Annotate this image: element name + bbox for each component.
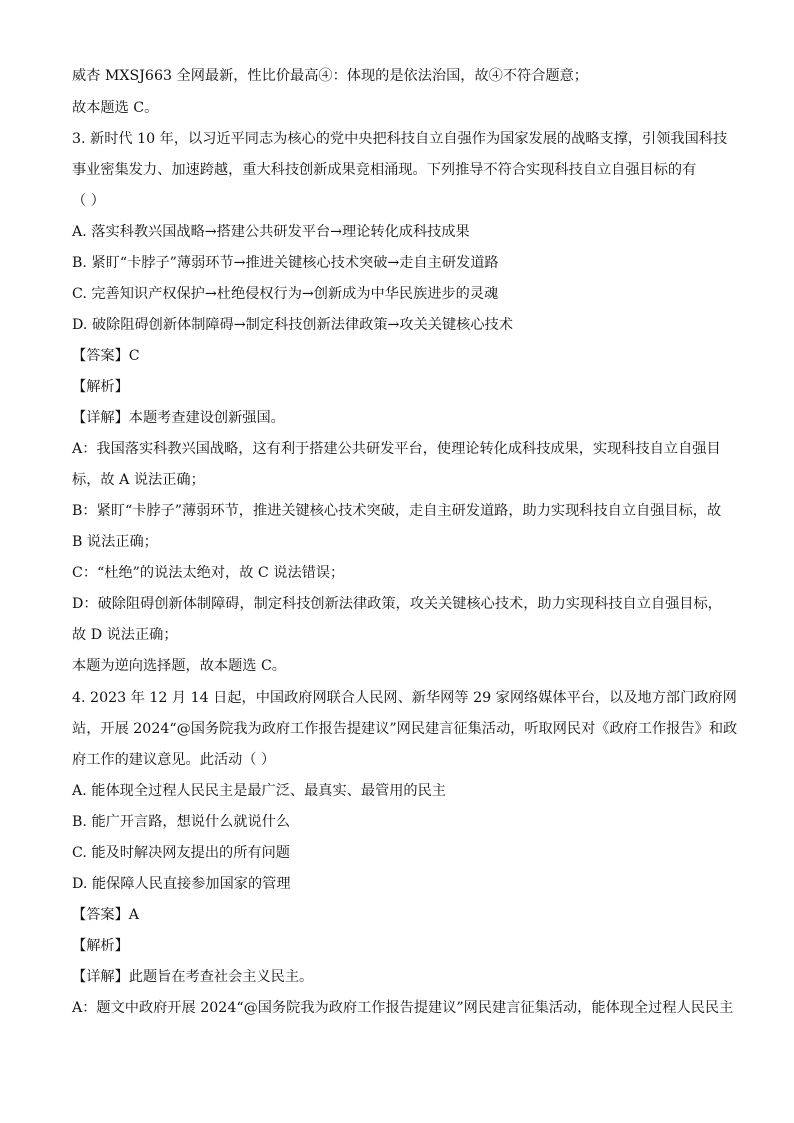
explanation-line: C：“杜绝”的说法太绝对，故 C 说法错误； [72,565,345,581]
option-b: B. 紧盯“卡脖子”薄弱环节→推进关键核心技术突破→走自主研发道路 [72,255,499,271]
answer-label: 【答案】A [72,907,139,923]
explanation-line: 标，故 A 说法正确； [72,472,205,488]
question-3-stem: 事业密集发力、加速跨越，重大科技创新成果竞相涌现。下列推导不符合实现科技自立自强目标的有 [72,162,697,178]
detail-label: 【详解】本题考查建设创新强国。 [72,410,285,426]
explanation-line: A：题文中政府开展 2024“@国务院我为政府工作报告提建议”网民建言征集活动，能体现全过程人民民主 [72,1000,734,1016]
explanation-line: D：破除阻碍创新体制障碍，制定科技创新法律政策，攻关关键核心技术，助力实现科技自立自强目标， [72,596,722,612]
explanation-line: A：我国落实科教兴国战略，这有利于搭建公共研发平台，使理论转化成科技成果，实现科技自立自强目 [72,441,721,457]
detail-label: 【详解】此题旨在考查社会主义民主。 [72,969,314,985]
explanation-line: B 说法正确； [72,534,158,550]
question-3-stem: 3. 新时代 10 年，以习近平同志为核心的党中央把科技自立自强作为国家发展的战略支撑，引领我国科技 [72,131,728,147]
text-line: 威杏 MXSJ663 全网最新，性比价最高④：体现的是依法治国，故④不符合题意； [72,68,588,84]
option-c: C. 能及时解决网友提出的所有问题 [72,845,290,861]
text-line: 故本题选 C。 [72,100,159,116]
answer-label: 【答案】C [72,348,140,364]
option-a: A. 落实科教兴国战略→搭建公共研发平台→理论转化成科技成果 [72,224,470,240]
question-4-stem: 站，开展 2024“@国务院我为政府工作报告提建议”网民建言征集活动，听取网民对《政府工作报告》和政 [72,721,738,737]
option-b: B. 能广开言路，想说什么就说什么 [72,814,291,830]
explanation-line: B：紧盯“卡脖子”薄弱环节，推进关键核心技术突破，走自主研发道路，助力实现科技自立自强目标，故 [72,503,722,519]
option-d: D. 破除阻碍创新体制障碍→制定科技创新法律政策→攻关关键核心技术 [72,317,513,333]
analysis-label: 【解析】 [72,379,129,395]
option-a: A. 能体现全过程人民民主是最广泛、最真实、最管用的民主 [72,783,446,799]
option-c: C. 完善知识产权保护→杜绝侵权行为→创新成为中华民族进步的灵魂 [72,286,499,302]
option-d: D. 能保障人民直接参加国家的管理 [72,876,291,892]
analysis-label: 【解析】 [72,938,129,954]
explanation-line: 本题为逆向选择题，故本题选 C。 [72,658,286,674]
question-4-stem: 4. 2023 年 12 月 14 日起，中国政府网联合人民网、新华网等 29 家网络媒体平台，以及地方部门政府网 [72,690,737,706]
explanation-line: 故 D 说法正确； [72,627,178,643]
answer-blank: （ ） [72,193,105,209]
question-4-stem: 府工作的建议意见。此活动（ ） [72,752,276,768]
